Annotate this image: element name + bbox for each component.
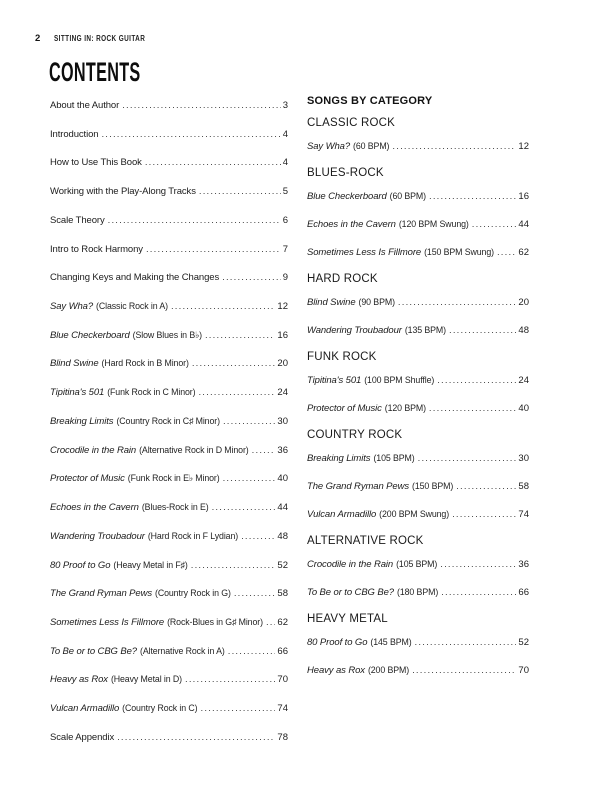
dot-leader xyxy=(412,655,516,685)
entry-title: Vulcan Armadillo xyxy=(50,703,120,715)
song-entry xyxy=(307,443,529,471)
toc-entry xyxy=(50,320,288,349)
song-title: Heavy as Rox xyxy=(307,665,365,676)
song-title: Crocodile in the Rain xyxy=(307,559,394,570)
song-descriptor: (200 BPM) xyxy=(367,665,410,675)
dot-leader xyxy=(392,131,516,161)
dot-leader xyxy=(191,550,276,581)
entry-page-number: 5 xyxy=(282,186,288,198)
entry-title: 80 Proof to Go xyxy=(50,559,111,571)
category-heading: ALTERNATIVE ROCK xyxy=(307,535,424,547)
entry-title: The Grand Ryman Pews xyxy=(50,588,153,600)
song-title: Say Wha? xyxy=(307,141,351,152)
song-descriptor: (150 BPM Swung) xyxy=(424,247,494,257)
dot-leader xyxy=(212,492,276,523)
entry-page-number: 40 xyxy=(277,473,288,485)
song-page-number: 40 xyxy=(518,403,529,414)
entry-title: Working with the Play-Along Tracks xyxy=(50,186,196,198)
song-page-number: 44 xyxy=(518,219,529,230)
toc-entry xyxy=(50,119,288,148)
song-title: Echoes in the Cavern xyxy=(307,219,396,230)
song-descriptor: (150 BPM) xyxy=(412,481,454,491)
toc-entry xyxy=(50,262,288,291)
song-descriptor: (100 BPM Shuffle) xyxy=(364,375,435,385)
dot-leader xyxy=(171,291,275,322)
entry-descriptor: (Funk Rock in E♭ Minor) xyxy=(127,473,220,484)
dot-leader xyxy=(122,90,281,121)
category-group xyxy=(307,350,529,421)
song-entry xyxy=(307,577,529,605)
dot-leader xyxy=(429,393,517,423)
entry-descriptor: (Country Rock in C♯ Minor) xyxy=(116,415,220,426)
song-title: Tipitina's 501 xyxy=(307,375,362,386)
song-entry xyxy=(307,655,529,683)
toc-entry xyxy=(50,435,288,464)
song-entry xyxy=(307,237,529,265)
dot-leader xyxy=(146,234,281,265)
song-entry xyxy=(307,499,529,527)
toc-entry xyxy=(50,607,288,636)
toc-entry xyxy=(50,205,288,234)
song-page-number: 70 xyxy=(518,665,529,676)
toc-entry xyxy=(50,578,288,607)
song-page-number: 74 xyxy=(518,509,529,520)
category-group xyxy=(307,116,529,159)
entry-descriptor: (Hard Rock in F Lydian) xyxy=(147,530,239,541)
song-title: 80 Proof to Go xyxy=(307,637,368,648)
song-title: Blue Checkerboard xyxy=(307,191,387,202)
entry-page-number: 7 xyxy=(282,243,288,255)
category-heading: FUNK ROCK xyxy=(307,351,377,363)
entry-title: Introduction xyxy=(50,128,99,140)
song-entry xyxy=(307,315,529,343)
dot-leader xyxy=(241,521,275,552)
song-descriptor: (60 BPM) xyxy=(353,141,390,151)
entry-page-number: 70 xyxy=(277,674,288,686)
toc-entry xyxy=(50,377,288,406)
song-descriptor: (200 BPM Swung) xyxy=(379,509,450,519)
entry-descriptor: (Rock-Blues in G♯ Minor) xyxy=(167,616,263,627)
entry-title: Breaking Limits xyxy=(50,415,114,427)
entry-title: Crocodile in the Rain xyxy=(50,444,137,456)
song-page-number: 16 xyxy=(518,191,529,202)
entry-title: Blue Checkerboard xyxy=(50,329,130,341)
entry-page-number: 3 xyxy=(282,100,288,111)
songs-by-category-heading: SONGS BY CATEGORY xyxy=(307,95,433,107)
entry-descriptor: (Country Rock in G) xyxy=(155,588,231,599)
entry-descriptor: (Classic Rock in A) xyxy=(96,301,168,312)
entry-title: Protector of Music xyxy=(50,473,125,485)
dot-leader xyxy=(441,577,516,607)
songs-by-category-column xyxy=(307,94,529,683)
category-group xyxy=(307,272,529,343)
category-heading: HARD ROCK xyxy=(307,273,378,285)
entry-page-number: 6 xyxy=(282,214,288,226)
dot-leader xyxy=(222,262,281,293)
song-entry xyxy=(307,549,529,577)
song-descriptor: (90 BPM) xyxy=(358,297,395,307)
song-entry xyxy=(307,393,529,421)
entry-descriptor: (Heavy Metal in F♯) xyxy=(113,559,188,570)
entry-page-number: 66 xyxy=(277,645,288,657)
entry-title: Wandering Troubadour xyxy=(50,530,145,542)
toc-entry xyxy=(50,693,288,722)
entry-title: Scale Appendix xyxy=(50,731,115,743)
page-title: CONTENTS xyxy=(49,57,141,87)
song-page-number: 30 xyxy=(518,453,529,464)
song-page-number: 66 xyxy=(518,587,529,598)
dot-leader xyxy=(252,435,276,466)
song-title: Blind Swine xyxy=(307,297,356,308)
entry-title: Intro to Rock Harmony xyxy=(50,243,143,255)
song-entry xyxy=(307,209,529,237)
entry-page-number: 36 xyxy=(277,444,288,456)
song-page-number: 12 xyxy=(518,141,529,152)
dot-leader xyxy=(234,578,276,609)
toc-entry xyxy=(50,90,288,119)
entry-title: Scale Theory xyxy=(50,214,105,226)
entry-page-number: 30 xyxy=(277,415,288,427)
song-title: Wandering Troubadour xyxy=(307,325,402,336)
running-head xyxy=(35,33,168,44)
song-entry xyxy=(307,471,529,499)
entry-title: Heavy as Rox xyxy=(50,674,108,686)
dot-leader xyxy=(223,463,276,494)
toc-entry xyxy=(50,722,288,751)
dot-leader xyxy=(429,181,516,211)
song-descriptor: (145 BPM) xyxy=(370,637,412,647)
entry-descriptor: (Country Rock in C) xyxy=(122,703,198,714)
dot-leader xyxy=(198,377,275,408)
toc-entry xyxy=(50,521,288,550)
entry-page-number: 4 xyxy=(282,128,288,140)
page-number: 2 xyxy=(35,33,41,44)
song-title: Protector of Music xyxy=(307,403,382,414)
song-descriptor: (135 BPM) xyxy=(404,325,446,335)
entry-title: To Be or to CBG Be? xyxy=(50,645,137,657)
dot-leader xyxy=(456,471,516,501)
entry-title: Blind Swine xyxy=(50,358,99,370)
toc-entry xyxy=(50,550,288,579)
toc-entry xyxy=(50,348,288,377)
entry-page-number: 62 xyxy=(277,616,288,628)
entry-title: Changing Keys and Making the Changes xyxy=(50,272,220,284)
category-group xyxy=(307,166,529,265)
dot-leader xyxy=(472,209,517,239)
toc-entry xyxy=(50,406,288,435)
dot-leader xyxy=(201,693,276,724)
song-page-number: 52 xyxy=(518,637,529,648)
entry-title: Tipitina's 501 xyxy=(50,387,105,399)
entry-title: Echoes in the Cavern xyxy=(50,502,139,514)
song-page-number: 62 xyxy=(518,247,529,258)
entry-page-number: 16 xyxy=(277,329,288,341)
dot-leader xyxy=(223,406,275,437)
toc-entry xyxy=(50,664,288,693)
entry-page-number: 12 xyxy=(277,301,288,313)
dot-leader xyxy=(418,443,517,473)
entry-title: Say Wha? xyxy=(50,301,94,313)
entry-title: Sometimes Less Is Fillmore xyxy=(50,616,165,628)
entry-page-number: 78 xyxy=(277,731,288,743)
entry-page-number: 9 xyxy=(282,272,288,284)
entry-page-number: 74 xyxy=(277,703,288,715)
entry-page-number: 52 xyxy=(277,559,288,571)
song-entry xyxy=(307,627,529,655)
dot-leader xyxy=(452,499,516,529)
dot-leader xyxy=(205,320,275,351)
song-page-number: 24 xyxy=(518,375,529,386)
running-title: SITTING IN: ROCK GUITAR xyxy=(54,34,146,43)
toc-entry xyxy=(50,463,288,492)
dot-leader xyxy=(228,636,276,667)
song-page-number: 36 xyxy=(518,559,529,570)
song-title: Vulcan Armadillo xyxy=(307,509,377,520)
entry-page-number: 4 xyxy=(282,157,288,169)
dot-leader xyxy=(398,287,517,317)
entry-descriptor: (Alternative Rock in A) xyxy=(140,645,225,656)
song-descriptor: (180 BPM) xyxy=(397,587,439,597)
dot-leader xyxy=(440,549,516,579)
toc-entry xyxy=(50,176,288,205)
entry-page-number: 48 xyxy=(277,530,288,542)
dot-leader xyxy=(199,176,281,207)
song-page-number: 48 xyxy=(518,325,529,336)
entry-descriptor: (Alternative Rock in D Minor) xyxy=(139,444,249,455)
entry-page-number: 44 xyxy=(277,502,288,514)
song-descriptor: (60 BPM) xyxy=(389,191,426,201)
song-title: The Grand Ryman Pews xyxy=(307,481,410,492)
entry-descriptor: (Funk Rock in C Minor) xyxy=(107,387,196,398)
dot-leader xyxy=(266,607,275,638)
category-group xyxy=(307,612,529,683)
dot-leader xyxy=(437,365,516,395)
entry-page-number: 24 xyxy=(277,387,288,399)
toc-left-column xyxy=(50,90,288,751)
toc-entry xyxy=(50,147,288,176)
entry-title: About the Author xyxy=(50,100,120,111)
song-page-number: 20 xyxy=(518,297,529,308)
dot-leader xyxy=(108,205,281,236)
entry-descriptor: (Hard Rock in B Minor) xyxy=(101,358,189,369)
song-title: Sometimes Less Is Fillmore xyxy=(307,247,422,258)
dot-leader xyxy=(117,722,275,753)
category-heading: HEAVY METAL xyxy=(307,613,388,625)
entry-page-number: 20 xyxy=(277,358,288,370)
song-entry xyxy=(307,131,529,159)
category-group xyxy=(307,428,529,527)
song-descriptor: (105 BPM) xyxy=(396,559,438,569)
toc-entry xyxy=(50,636,288,665)
category-heading: BLUES-ROCK xyxy=(307,167,384,179)
toc-entry xyxy=(50,234,288,263)
song-entry xyxy=(307,181,529,209)
song-descriptor: (120 BPM) xyxy=(384,403,426,413)
category-group xyxy=(307,534,529,605)
dot-leader xyxy=(415,627,517,657)
song-descriptor: (105 BPM) xyxy=(373,453,415,463)
toc-entry xyxy=(50,492,288,521)
song-page-number: 58 xyxy=(518,481,529,492)
song-entry xyxy=(307,287,529,315)
dot-leader xyxy=(101,119,280,150)
entry-descriptor: (Heavy Metal in D) xyxy=(110,674,182,685)
dot-leader xyxy=(192,348,276,379)
song-descriptor: (120 BPM Swung) xyxy=(398,219,469,229)
song-entry xyxy=(307,365,529,393)
entry-page-number: 58 xyxy=(277,588,288,600)
song-title: Breaking Limits xyxy=(307,453,371,464)
entry-descriptor: (Blues-Rock in E) xyxy=(141,502,209,513)
dot-leader xyxy=(449,315,516,345)
entry-descriptor: (Slow Blues in B♭) xyxy=(132,329,202,340)
dot-leader xyxy=(145,147,281,178)
song-title: To Be or to CBG Be? xyxy=(307,587,394,598)
dot-leader xyxy=(185,664,275,695)
dot-leader xyxy=(497,237,516,267)
entry-title: How to Use This Book xyxy=(50,157,142,169)
category-heading: COUNTRY ROCK xyxy=(307,429,403,441)
category-heading: CLASSIC ROCK xyxy=(307,117,396,129)
toc-entry xyxy=(50,291,288,320)
